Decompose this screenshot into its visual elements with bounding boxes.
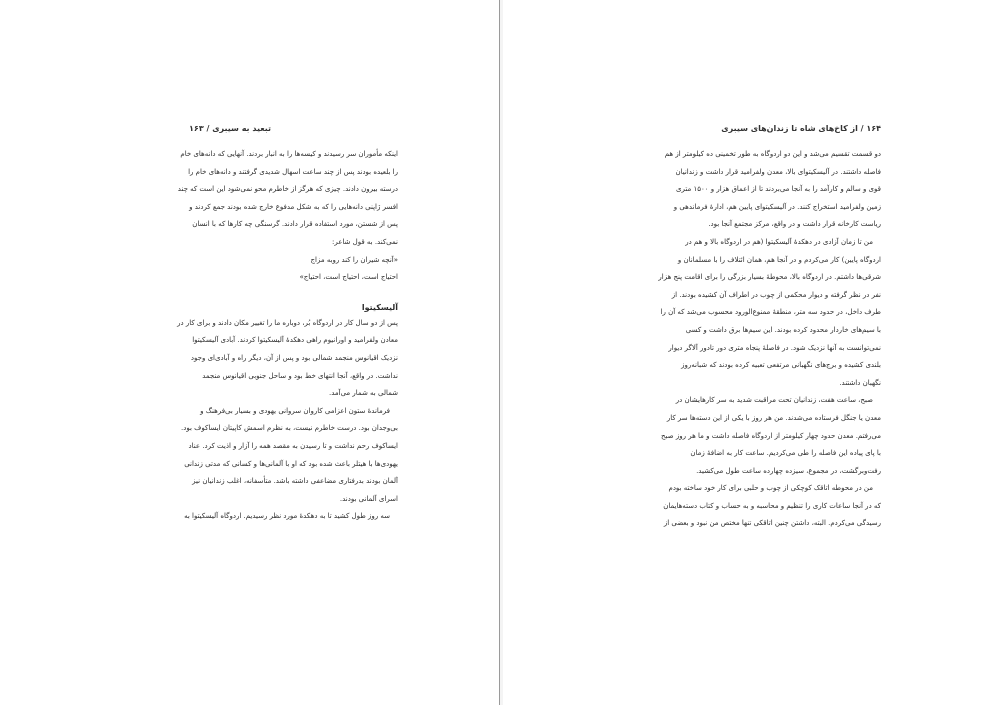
- text-line: صبح، ساعت هفت، زندانیان تحت مراقبت شدید به سر کارهایشان در: [675, 396, 873, 405]
- left-quote: [124, 252, 398, 287]
- text-line: شمالی به شمار می‌آمد.: [329, 389, 398, 398]
- text-line: نمی‌کند. به قول شاعر:: [332, 237, 398, 246]
- text-line: نمی‌توانست به آنها نزدیک شود. در فاصلهٔ پنجاه متری دور تادور آلاگر دیوار: [668, 343, 881, 352]
- text-line: سه روز طول کشید تا به دهکدهٔ مورد نظر رسیدیم. اردوگاه آلیسکیتوا به: [184, 512, 390, 521]
- text-line: اردوگاه پایین) کار می‌کردم و در آنجا هم، همان ائتلاف را با مسلمانان و: [677, 255, 881, 264]
- text-line: رفت‌وبرگشت، در مجموع، سیزده چهارده ساعت طول می‌کشید.: [696, 466, 881, 475]
- right-paragraph-3: [623, 392, 881, 480]
- text-line: دو قسمت تقسیم می‌شد و این دو اردوگاه به طور تخمینی ده کیلومتر از هم: [664, 150, 881, 158]
- text-line: فاصله داشتند. در آلیسکیتوای بالا، معدن ولفرامید قرار داشت و زندانیان: [675, 167, 881, 176]
- left-paragraph-4: [124, 508, 398, 526]
- right-paragraph-1: [623, 146, 881, 234]
- text-line: پس از دو سال کار در اردوگاه بُر، دوباره ما را تغییر مکان دادند و برای کار در: [177, 318, 398, 327]
- text-line: قوی و سالم و کارآمد را به آنجا می‌بردند تا از اعماق هزار و ۱۵۰۰ متری: [676, 185, 881, 194]
- text-line: رسیدگی می‌کردم. البته، داشتن چنین اتاقکی تنها مختص من نبود و بعضی از: [663, 519, 881, 528]
- text-line: فرماندهٔ ستون اعزامی کاروان سروانی یهودی و بسیار بی‌فرهنگ و: [200, 406, 390, 415]
- text-line: اینکه مأموران سر رسیدند و کیسه‌ها را به انبار بردند. آنهایی که دانه‌های خام: [180, 150, 398, 158]
- text-line: یهودی‌ها با هیتلر باعث شده بود که او با آلمانی‌ها و کسانی که مدتی زندانی: [184, 459, 398, 468]
- right-page: [503, 0, 1002, 705]
- left-paragraph-3: [124, 403, 398, 509]
- text-line: افسر ژاپنی دانه‌هایی را که به شکل مدفوع خارج شده بودند جمع کردند و: [189, 202, 398, 211]
- text-line: را بلعیده بودند پس از چند ساعت اسهال شدیدی گرفتند و دانه‌های خام را: [188, 167, 398, 176]
- left-text-block: [124, 146, 398, 526]
- text-line: ایساکوف رحم نداشت و تا رسیدن به مقصد همه را آزار و اذیت کرد. عناد: [188, 441, 398, 450]
- text-line: من در محوطه اتاقک کوچکی از چوب و حلبی برای کار خود ساخته بودم: [668, 484, 873, 493]
- text-line: اسرای آلمانی بودند.: [339, 494, 398, 503]
- text-line: نگهبان داشتند.: [839, 378, 881, 387]
- text-line: نزدیک اقیانوس منجمد شمالی بود و پس از آن، دیگر راه و آبادی‌ای وجود: [190, 353, 398, 362]
- text-line: بلندی کشیده و برج‌های نگهبانی مرتفعی تعبیه کرده بودند که شبانه‌روز: [681, 361, 881, 370]
- text-line: بی‌وجدان بود. درست خاطرم نیست، به نظرم اسمش کاپیتان ایساکوف بود.: [181, 424, 398, 433]
- left-running-head: تبعید به سیبری / ۱۶۳: [189, 124, 271, 133]
- text-line: می‌رفتم. معدن حدود چهار کیلومتر از اردوگاه فاصله داشت و ما هر روز صبح: [661, 431, 881, 440]
- right-text-block: [623, 146, 881, 533]
- text-line: ریاست کارخانه قرار داشت و در واقع، مرکز مجتمع آنجا بود.: [708, 220, 881, 229]
- text-line: زمین ولفرامید استخراج کنند. در آلیسکیتوای پایین هم، ادارهٔ فرماندهی و: [673, 202, 881, 211]
- right-paragraph-2: [623, 234, 881, 392]
- text-line: معدن یا جنگل فرستاده می‌شدند. من هر روز با یکی از این دسته‌ها سر کار: [666, 413, 881, 422]
- section-heading: آلیسکیتوا: [361, 302, 398, 312]
- text-line: نفر در نظر گرفته و دیوار محکمی از چوب در اطراف آن کشیده بودند. از: [671, 290, 881, 299]
- text-line: من تا زمان آزادی در دهکدهٔ آلیسکیتوا (هم در اردوگاه بالا و هم در: [685, 237, 873, 246]
- text-line: پس از شستن، مورد استفاده قرار دادند. گرسنگی چه کارها که با انسان: [192, 220, 398, 229]
- text-line: که در آنجا ساعات کاری را تنظیم و محاسبه و به حساب و کتاب دسته‌هایمان: [663, 501, 881, 510]
- left-paragraph-2: [124, 315, 398, 403]
- quote-line: «آنچه شیران را کند روبه مزاج: [310, 255, 398, 264]
- text-line: با پای پیاده این فاصله را طی می‌کردیم. ساعت کار به اضافهٔ زمان: [690, 449, 881, 458]
- text-line: طرف داخل، در حدود سه متر، منطقهٔ ممنوع‌الورود محسوب می‌شد که آن را: [660, 308, 881, 317]
- right-paragraph-4: [623, 480, 881, 533]
- right-running-head: ۱۶۴ / از کاخ‌های شاه تا زندان‌های سیبری: [721, 124, 881, 133]
- text-line: با سیم‌های خاردار محدود کرده بودند. این سیم‌ها برق داشت و کسی: [685, 325, 881, 334]
- text-line: آلمان بودند بدرفتاری مضاعفی داشته باشد. متأسفانه، اغلب زندانیان نیز: [192, 477, 398, 486]
- left-paragraph-1: [124, 146, 398, 252]
- quote-line: احتیاج است، احتیاج است، احتیاج»: [299, 273, 398, 282]
- text-line: درسته بیرون دادند. چیزی که هرگز از خاطرم محو نمی‌شود این است که چند: [177, 185, 398, 194]
- text-line: شرقی‌ها داشتم. در اردوگاه بالا، محوطهٔ بسیار بزرگی را برای اقامت پنج هزار: [658, 273, 881, 282]
- text-line: معادن ولفرامید و اورانیوم راهی دهکدهٔ آلیسکیتوا کردند. آبادی آلیسکیتوا: [192, 336, 398, 345]
- text-line: نداشت. در واقع، آنجا انتهای خط بود و ساحل جنوبی اقیانوس منجمد: [202, 371, 398, 380]
